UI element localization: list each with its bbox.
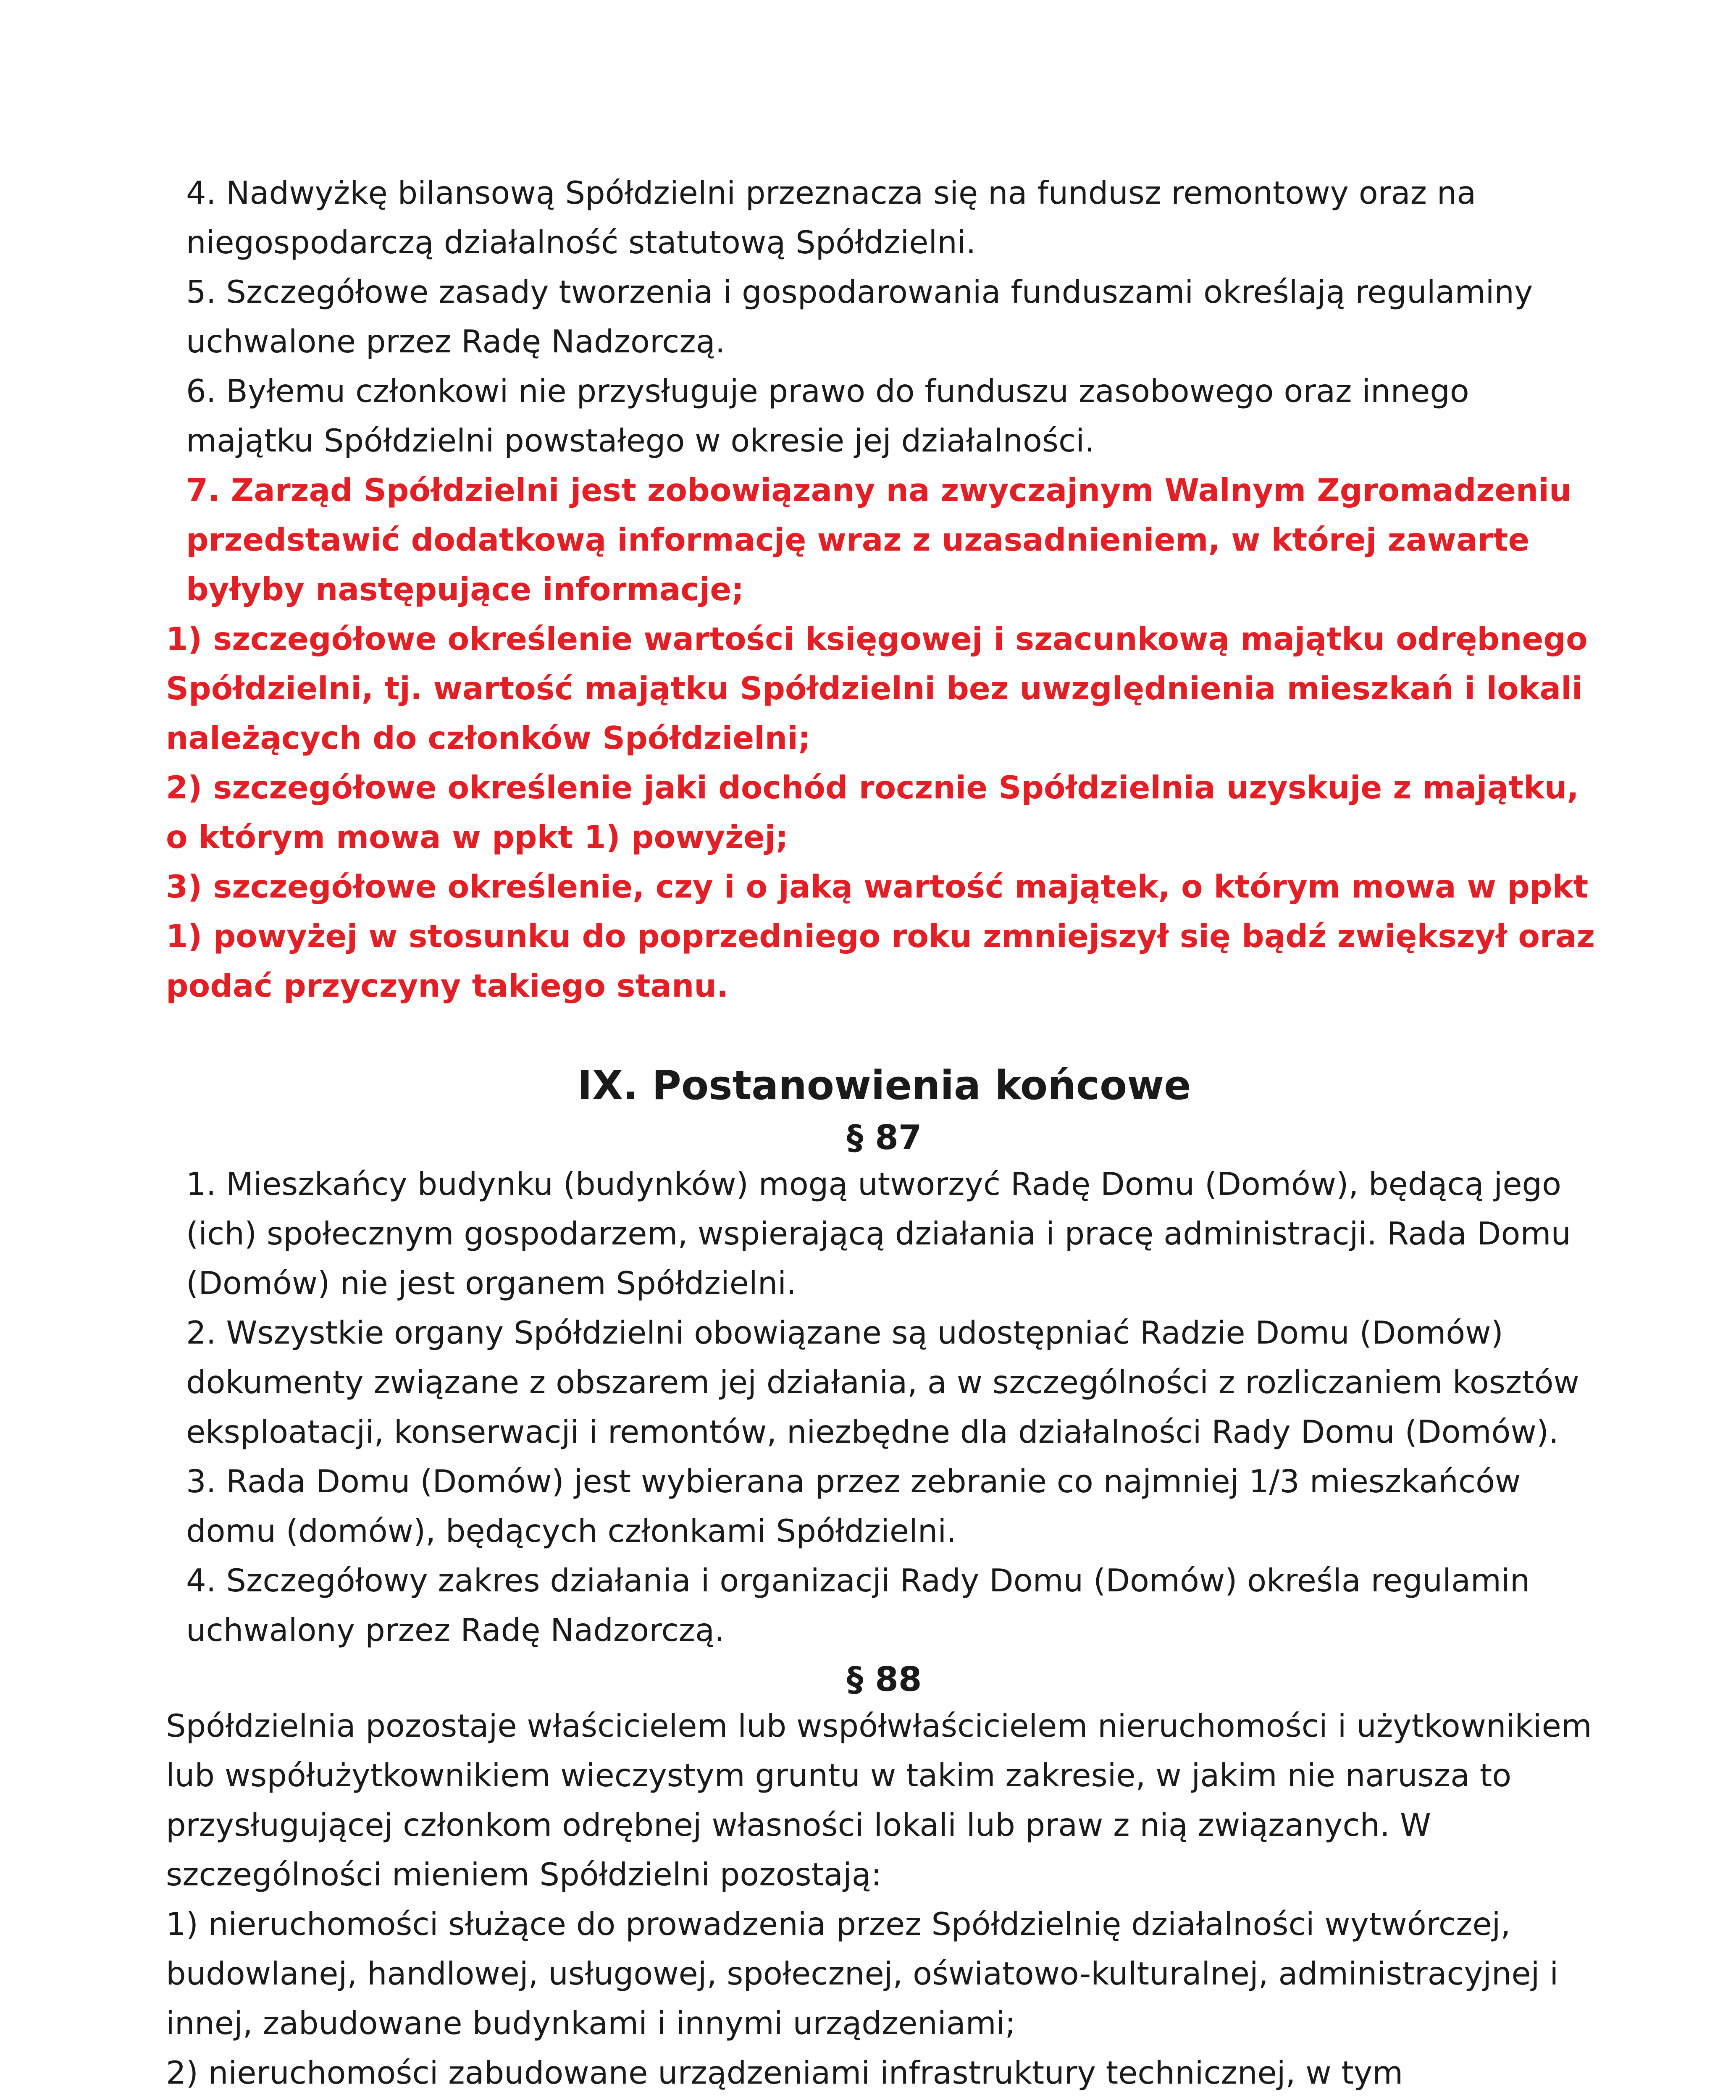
amendment-item-2: 2) szczegółowe określenie jaki dochód rocznie Spółdzielnia uzyskuje z majątku, o którym mowa w ppkt 1) powyżej; bbox=[166, 769, 1579, 856]
paragraph-6: 6. Byłemu członkowi nie przysługuje prawo do funduszu zasobowego oraz innego majątku Spółdzielni powstałego w okresie jej działalności. bbox=[186, 373, 1469, 459]
highlighted-amendment bbox=[166, 465, 1602, 1011]
amendment-item-1: 1) szczegółowe określenie wartości księgowej i szacunkową majątku odrębnego Spółdzielni, tj. wartość majątku Spółdzielni bez uwzględnienia mieszkań i lokali należących do członków Spółdzielni; bbox=[166, 620, 1588, 756]
house-council-point-1: 1. Mieszkańcy budynku (budynków) mogą utworzyć Radę Domu (Domów), będącą jego (ich) społecznym gospodarzem, wspierającą działania i pracę administracji. Rada Domu (Domów) nie jest organem Spółdzielni. bbox=[186, 1166, 1571, 1302]
house-council-point-3: 3. Rada Domu (Domów) jest wybierana przez zebranie co najmniej 1/3 mieszkańców domu (domów), będących członkami Spółdzielni. bbox=[186, 1463, 1521, 1549]
section-title: IX. Postanowienia końcowe bbox=[577, 1063, 1191, 1109]
property-intro: Spółdzielnia pozostaje właścicielem lub współwłaścicielem nieruchomości i użytkownikiem lub współużytkownikiem wieczystym gruntu w takim zakresie, w jakim nie narusza to przysługującej członkom odrębnej własności lokali lub praw z nią związanych. W szczególności mieniem Spółdzielni pozostają: bbox=[166, 1707, 1592, 1893]
paragraph-87-heading: § 87 bbox=[846, 1118, 922, 1157]
paragraph-4: 4. Nadwyżkę bilansową Spółdzielni przeznacza się na fundusz remontowy oraz na niegospodarczą działalność statutową Spółdzielni. bbox=[186, 174, 1476, 261]
paragraph-88-heading: § 88 bbox=[846, 1660, 922, 1699]
house-council-point-4: 4. Szczegółowy zakres działania i organizacji Rady Domu (Domów) określa regulamin uchwalony przez Radę Nadzorczą. bbox=[186, 1562, 1530, 1648]
paragraph-7: 7. Zarząd Spółdzielni jest zobowiązany na zwyczajnym Walnym Zgromadzeniu przedstawić dodatkową informację wraz z uzasadnieniem, w której zawarte byłyby następujące informacje; bbox=[186, 472, 1572, 608]
house-council-point-2: 2. Wszystkie organy Spółdzielni obowiązane są udostępniać Radzie Domu (Domów) dokumenty związane z obszarem jej działania, a w szczególności z rozliczaniem kosztów eksploatacji, konserwacji i remontów, niezbędne dla działalności Rady Domu (Domów). bbox=[186, 1314, 1579, 1450]
property-item-1: 1) nieruchomości służące do prowadzenia przez Spółdzielnię działalności wytwórczej, budowlanej, handlowej, usługowej, społecznej, oświatowo-kulturalnej, administracyjnej i innej, zabudowane budynkami i innymi urządzeniami; bbox=[166, 1906, 1559, 2042]
funds-paragraphs bbox=[166, 168, 1602, 465]
property-item-2: 2) nieruchomości zabudowane urządzeniami infrastruktury technicznej, w tym bbox=[166, 2054, 1403, 2091]
paragraph-88-body bbox=[166, 1701, 1602, 2100]
amendment-item-3: 3) szczegółowe określenie, czy i o jaką wartość majątek, o którym mowa w ppkt 1) powyżej w stosunku do poprzedniego roku zmniejszył się bądź zwiększył oraz podać przyczyny takiego stanu. bbox=[166, 868, 1595, 1004]
paragraph-87-body bbox=[166, 1159, 1602, 1655]
paragraph-5: 5. Szczegółowe zasady tworzenia i gospodarowania funduszami określają regulaminy uchwalone przez Radę Nadzorczą. bbox=[186, 273, 1533, 360]
